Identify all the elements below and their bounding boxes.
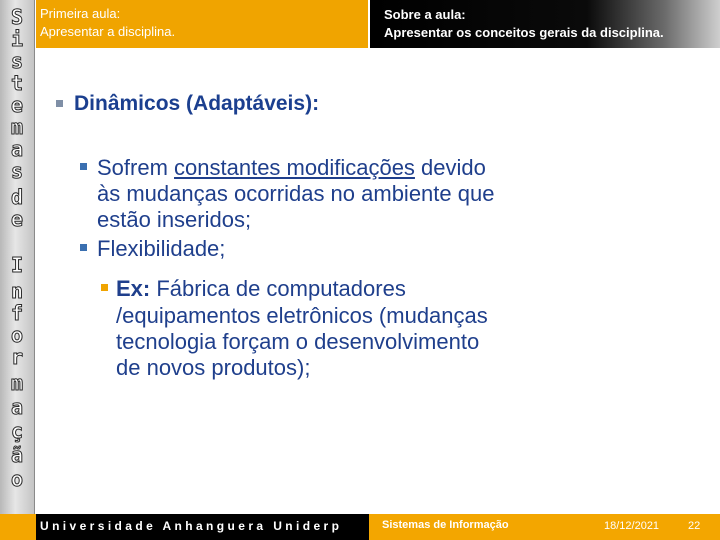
side-letter: o [10, 323, 24, 347]
footer-course: Sistemas de Informação [382, 519, 509, 531]
header-lesson-desc: Apresentar a disciplina. [40, 24, 176, 39]
item-text: Sofrem [97, 155, 175, 180]
side-letter: t [10, 71, 24, 95]
page-number: 22 [688, 520, 701, 532]
side-letter: d [10, 185, 24, 209]
header-about-title: Sobre a aula: [384, 7, 466, 22]
side-letter: n [10, 279, 24, 303]
footer-university: Universidade Anhanguera Uniderp [40, 519, 343, 533]
item-text: devido [414, 155, 486, 180]
side-letter: f [10, 301, 24, 325]
example-line: tecnologia forçam o desenvolvimento [116, 329, 480, 354]
header-about-desc: Apresentar os conceitos gerais da disciplina. [384, 25, 664, 40]
example-label: Ex: [116, 276, 151, 301]
header-about-box [370, 0, 720, 48]
list-item-text: Flexibilidade; [97, 236, 226, 261]
side-title-strip [0, 0, 35, 514]
example-line: de novos produtos); [116, 355, 311, 380]
side-letter: I [10, 253, 24, 277]
example-line: /equipamentos eletrônicos (mudanças [116, 303, 488, 328]
bullet-square-icon [80, 163, 87, 170]
side-letter: a [10, 395, 24, 419]
side-letter: S [10, 5, 24, 29]
side-letter: e [10, 93, 24, 117]
side-letter: e [10, 207, 24, 231]
header-lesson-title: Primeira aula: [40, 6, 121, 21]
side-letter: s [10, 159, 24, 183]
bullet-square-icon [56, 100, 63, 107]
underlined-term: constantes modificações [174, 155, 415, 180]
side-letter: a [10, 137, 24, 161]
list-item-text [97, 155, 486, 181]
footer-date: 18/12/2021 [604, 520, 660, 532]
bullet-square-icon [101, 284, 108, 291]
side-letter: m [10, 115, 24, 139]
bullet-square-icon [80, 244, 87, 251]
example-line: Fábrica de computadores [150, 276, 406, 301]
slide-heading: Dinâmicos (Adaptáveis): [74, 92, 320, 115]
side-letter: s [10, 49, 24, 73]
side-letter: m [10, 371, 24, 395]
side-letter: ã [10, 443, 24, 467]
side-letter: r [10, 345, 24, 369]
side-letter: ç [10, 419, 24, 443]
example-text [116, 276, 406, 302]
side-letter: o [10, 467, 24, 491]
header-lesson-box [36, 0, 368, 48]
list-item-text: às mudanças ocorridas no ambiente que [97, 181, 495, 206]
side-letter: i [10, 27, 24, 51]
list-item-text: estão inseridos; [97, 207, 252, 232]
